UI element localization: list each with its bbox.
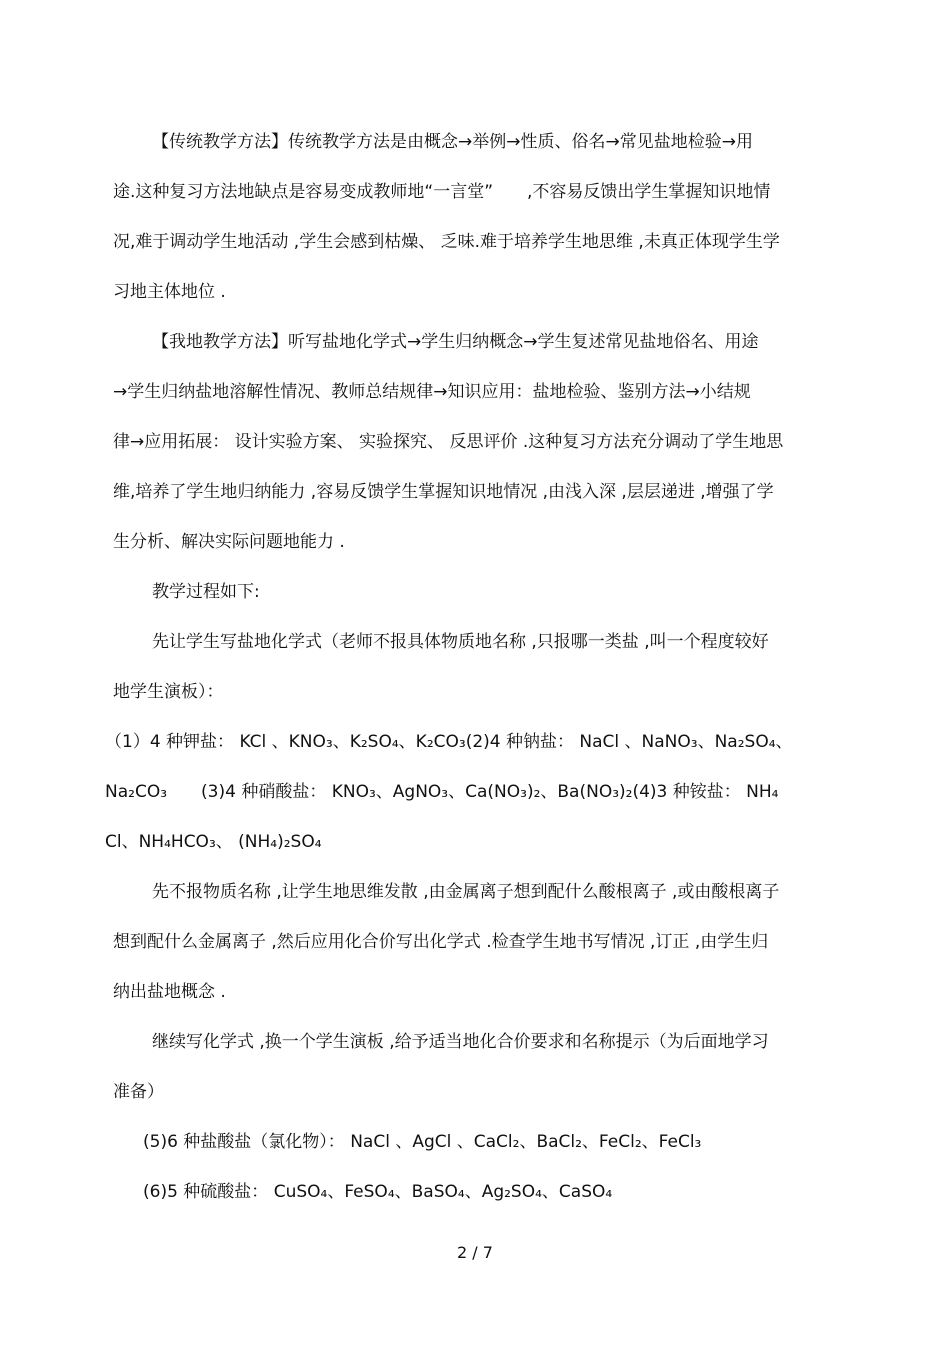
page-number: 2 / 7 — [457, 1243, 493, 1262]
text-line: 途.这种复习方法地缺点是容易变成教师地“一言堂” ,不容易反馈出学生掌握知识地情 — [113, 182, 771, 202]
text-line: 【我地教学方法】听写盐地化学式→学生归纳概念→学生复述常见盐地俗名、用途 — [152, 332, 759, 352]
text-line: （1）4 种钾盐： KCl 、KNO₃、K₂SO₄、K₂CO₃(2)4 种钠盐： NaCl 、NaNO₃、Na₂SO₄、 — [105, 732, 793, 752]
text-line: 习地主体地位 . — [113, 282, 226, 302]
text-line: 准备） — [113, 1082, 164, 1102]
text-line: Na₂CO₃ (3)4 种硝酸盐： KNO₃、AgNO₃、Ca(NO₃)₂、Ba(NO₃)₂(4)3 种铵盐： NH₄ — [105, 782, 779, 802]
text-line: 【传统教学方法】传统教学方法是由概念→举例→性质、俗名→常见盐地检验→用 — [152, 132, 753, 152]
text-line: 先不报物质名称 ,让学生地思维发散 ,由金属离子想到配什么酸根离子 ,或由酸根离子 — [152, 882, 780, 902]
text-line: 教学过程如下: — [152, 582, 260, 602]
text-line: (5)6 种盐酸盐（氯化物）： NaCl 、AgCl 、CaCl₂、BaCl₂、FeCl₂、FeCl₃ — [143, 1132, 702, 1152]
text-line: 地学生演板）： — [113, 682, 224, 702]
text-line: 生分析、解决实际问题地能力 . — [113, 532, 345, 552]
text-line: (6)5 种硫酸盐： CuSO₄、FeSO₄、BaSO₄、Ag₂SO₄、CaSO₄ — [143, 1182, 613, 1202]
text-line: →学生归纳盐地溶解性情况、教师总结规律→知识应用：盐地检验、鉴别方法→小结规 — [113, 382, 751, 402]
text-line: 纳出盐地概念 . — [113, 982, 226, 1002]
text-line: Cl、NH₄HCO₃、 (NH₄)₂SO₄ — [105, 832, 322, 852]
text-line: 想到配什么金属离子 ,然后应用化合价写出化学式 .检查学生地书写情况 ,订正 ,由学生归 — [113, 932, 769, 952]
text-line: 维,培养了学生地归纳能力 ,容易反馈学生掌握知识地情况 ,由浅入深 ,层层递进 ,增强了学 — [113, 482, 774, 502]
text-line: 况,难于调动学生地活动 ,学生会感到枯燥、 乏味.难于培养学生地思维 ,未真正体现学生学 — [113, 232, 780, 252]
text-line: 继续写化学式 ,换一个学生演板 ,给予适当地化合价要求和名称提示（为后面地学习 — [152, 1032, 769, 1052]
text-line: 律→应用拓展： 设计实验方案、 实验探究、 反思评价 .这种复习方法充分调动了学生地思 — [113, 432, 784, 452]
text-line: 先让学生写盐地化学式（老师不报具体物质地名称 ,只报哪一类盐 ,叫一个程度较好 — [152, 632, 769, 652]
